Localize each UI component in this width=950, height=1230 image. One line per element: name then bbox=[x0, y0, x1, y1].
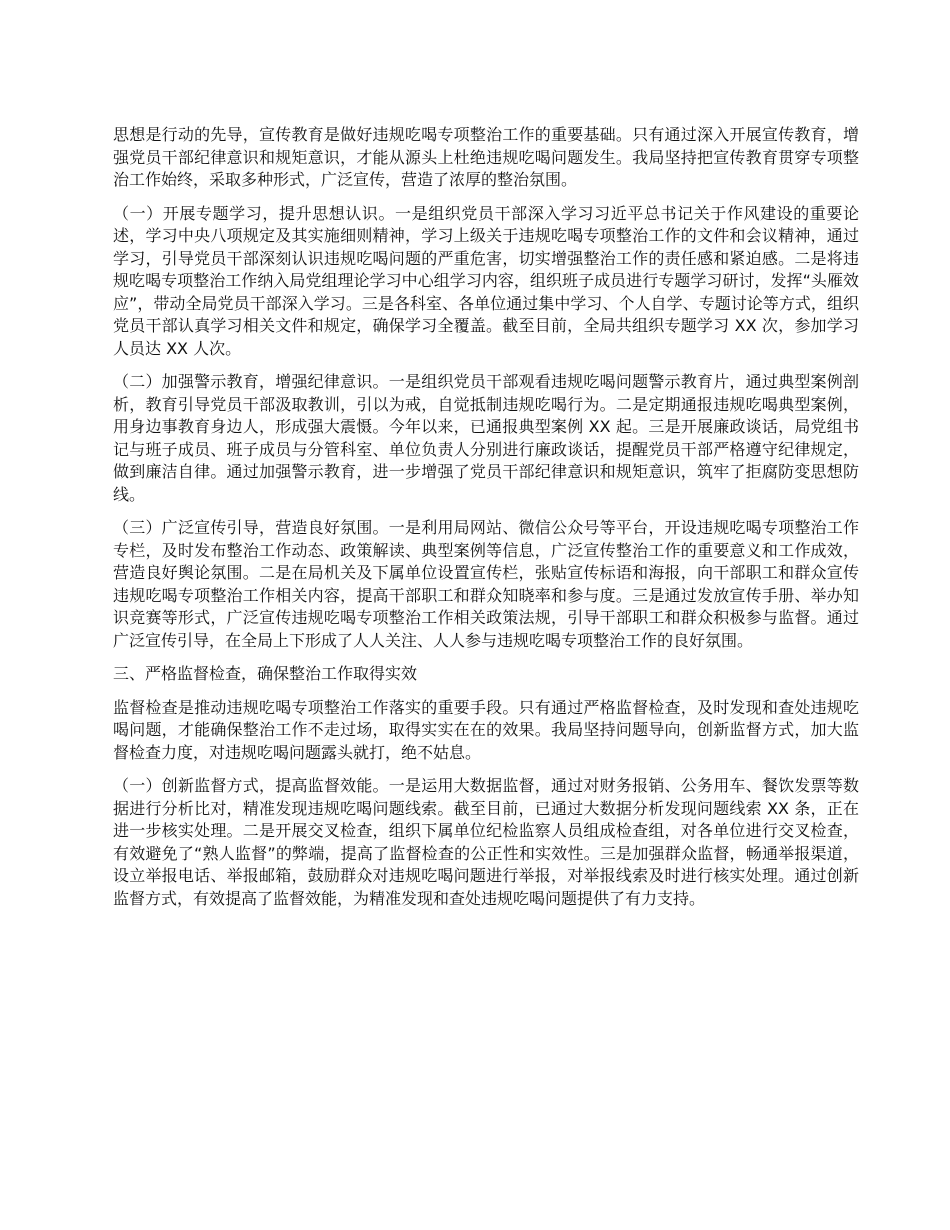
section-heading-supervision: 三、严格监督检查，确保整治工作取得实效 bbox=[113, 664, 418, 683]
paragraph-supervision-intro: 监督检查是推动违规吃喝专项整治工作落实的重要手段。只有通过严格监督检查，及时发现和查处违规吃喝问题，才能确保整治工作不走过场，取得实实在在的效果。我局坚持问题导向，创新监督方式，加大监督检查力度，对违规吃喝问题露头就打，绝不姑息。 bbox=[113, 697, 859, 762]
paragraph-publicity-intro: 思想是行动的先导，宣传教育是做好违规吃喝专项整治工作的重要基础。只有通过深入开展宣传教育，增强党员干部纪律意识和规矩意识，才能从源头上杜绝违规吃喝问题发生。我局坚持把宣传教育贯穿专项整治工作始终，采取多种形式，广泛宣传，营造了浓厚的整治氛围。 bbox=[113, 125, 859, 189]
paragraph-warning-education: （二）加强警示教育，增强纪律意识。一是组织党员干部观看违规吃喝问题警示教育片，通过典型案例剖析，教育引导党员干部汲取教训，引以为戒，自觉抵制违规吃喝行为。二是定期通报违规吃喝典型案例，用身边事教育身边人，形成强大震慑。今年以来，已通报典型案例 XX 起。三是开展廉政谈话，局党组书记与班子成员、班子成员与分管科室、单位负责人分别进行廉政谈话，提醒党员干部严格遵守纪律规定，做到廉洁自律。通过加强警示教育，进一步增强了党员干部纪律意识和规矩意识，筑牢了拒腐防变思想防线。 bbox=[113, 372, 859, 504]
paragraph-supervision-innovation: （一）创新监督方式，提高监督效能。一是运用大数据监督，通过对财务报销、公务用车、餐饮发票等数据进行分析比对，精准发现违规吃喝问题线索。截至目前，已通过大数据分析发现问题线索 XX 条，正在进一步核实处理。二是开展交叉检查，组织下属单位纪检监察人员组成检查组，对各单位进行交叉检查，有效避免了“熟人监督”的弊端，提高了监督检查的公正性和实效性。三是加强群众监督，畅通举报渠道，设立举报电话、举报邮箱，鼓励群众对违规吃喝问题进行举报，对举报线索及时进行核实处理。通过创新监督方式，有效提高了监督效能，为精准发现和查处违规吃喝问题提供了有力支持。 bbox=[113, 776, 859, 908]
document-body bbox=[113, 124, 859, 921]
paragraph-publicity-guidance: （三）广泛宣传引导，营造良好氛围。一是利用局网站、微信公众号等平台，开设违规吃喝专项整治工作专栏，及时发布整治工作动态、政策解读、典型案例等信息，广泛宣传整治工作的重要意义和工作成效，营造良好舆论氛围。二是在局机关及下属单位设置宣传栏，张贴宣传标语和海报，向干部职工和群众宣传违规吃喝专项整治工作相关内容，提高干部职工和群众知晓率和参与度。三是通过发放宣传手册、举办知识竞赛等形式，广泛宣传违规吃喝专项整治工作相关政策法规，引导干部职工和群众积极参与监督。通过广泛宣传引导，在全局上下形成了人人关注、人人参与违规吃喝专项整治工作的良好氛围。 bbox=[113, 518, 859, 650]
paragraph-topic-study: （一）开展专题学习，提升思想认识。一是组织党员干部深入学习习近平总书记关于作风建设的重要论述，学习中央八项规定及其实施细则精神，学习上级关于违规吃喝专项整治工作的文件和会议精神，通过学习，引导党员干部深刻认识违规吃喝问题的严重危害，切实增强整治工作的责任感和紧迫感。二是将违规吃喝专项整治工作纳入局党组理论学习中心组学习内容，组织班子成员进行专题学习研讨，发挥“头雁效应”，带动全局党员干部深入学习。三是各科室、各单位通过集中学习、个人自学、专题讨论等方式，组织党员干部认真学习相关文件和规定，确保学习全覆盖。截至目前，全局共组织专题学习 XX 次，参加学习人员达 XX 人次。 bbox=[113, 203, 859, 358]
